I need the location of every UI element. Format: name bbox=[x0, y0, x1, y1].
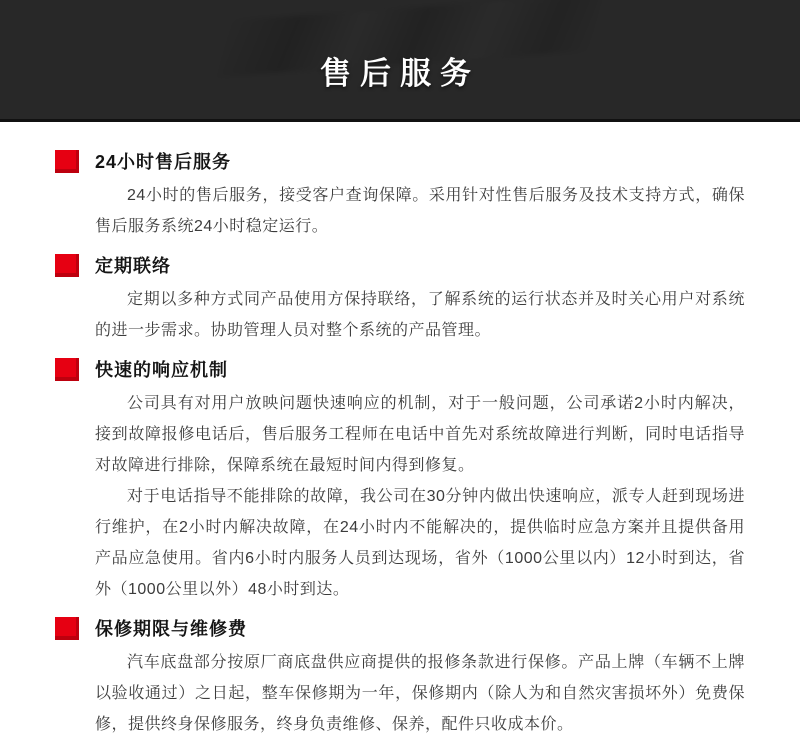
section-heading: 快速的响应机制 bbox=[95, 360, 228, 380]
section-heading-row bbox=[55, 615, 745, 641]
section-paragraph: 定期以多种方式同产品使用方保持联络，了解系统的运行状态并及时关心用户对系统的进一步需求。协助管理人员对整个系统的产品管理。 bbox=[95, 291, 745, 339]
section-heading-row bbox=[55, 252, 745, 278]
red-square-bullet-icon bbox=[55, 150, 79, 173]
red-square-bullet-icon bbox=[55, 617, 79, 640]
section-paragraph: 公司具有对用户放映问题快速响应的机制，对于一般问题，公司承诺2小时内解决，接到故障报修电话后，售后服务工程师在电话中首先对系统故障进行判断，同时电话指导对故障进行排除，保障系统在最短时间内得到修复。 bbox=[95, 395, 745, 474]
red-square-bullet-icon bbox=[55, 254, 79, 277]
section-heading-row bbox=[55, 148, 745, 174]
section-heading: 24小时售后服务 bbox=[95, 152, 232, 172]
section-paragraph: 24小时的售后服务，接受客户查询保障。采用针对性售后服务及技术支持方式，确保售后服务系统24小时稳定运行。 bbox=[95, 187, 745, 235]
content-area bbox=[0, 122, 800, 740]
section-paragraph: 对于电话指导不能排除的故障，我公司在30分钟内做出快速响应，派专人赶到现场进行维护，在2小时内解决故障，在24小时内不能解决的，提供临时应急方案并且提供备用产品应急使用。省内6小时内服务人员到达现场，省外（1000公里以内）12小时到达，省外（1000公里以外）48小时到达。 bbox=[95, 488, 745, 598]
section-heading: 保修期限与维修费 bbox=[95, 619, 247, 639]
page-header bbox=[0, 0, 800, 122]
page-title: 售后服务 bbox=[320, 56, 480, 91]
section-warranty bbox=[55, 615, 745, 740]
section-paragraph: 汽车底盘部分按原厂商底盘供应商提供的报修条款进行保修。产品上牌（车辆不上牌以验收通过）之日起，整车保修期为一年，保修期内（除人为和自然灾害损坏外）免费保修，提供终身保修服务，终身负责维修、保养，配件只收成本价。 bbox=[95, 654, 745, 733]
section-regular-contact bbox=[55, 252, 745, 346]
section-heading-row bbox=[55, 356, 745, 382]
red-square-bullet-icon bbox=[55, 358, 79, 381]
section-24h-service bbox=[55, 148, 745, 242]
section-heading: 定期联络 bbox=[95, 256, 171, 276]
section-rapid-response bbox=[55, 356, 745, 605]
